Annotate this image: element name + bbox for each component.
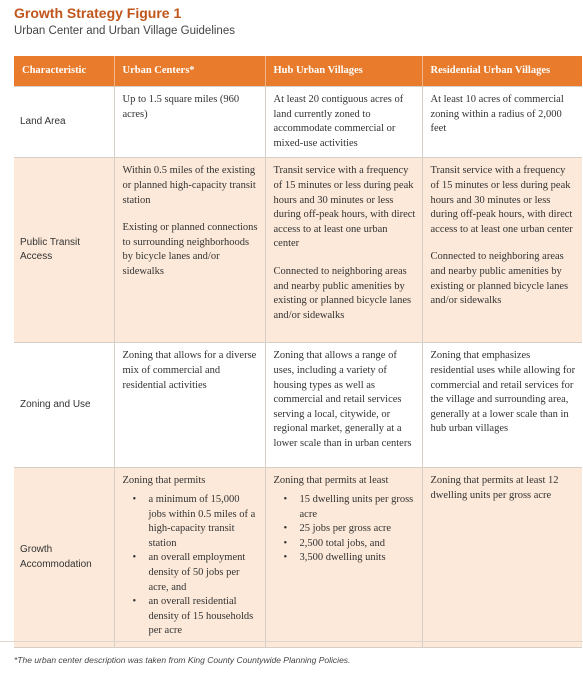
table-cell: Zoning that permits at least 12 dwelling units per gross acre [422,468,582,648]
table-cell: At least 20 contiguous acres of land currently zoned to accommodate commercial or mixed-use activities [265,87,422,158]
table-cell: Zoning that emphasizes residential uses while allowing for commercial and retail services for the village and surrounding area, generally at a lower scale than in hub urban villages [422,343,582,468]
list-item: • 2,500 total jobs, and [300,537,416,552]
list-item: • 15 dwelling units per gross acre [300,493,416,522]
table-cell [114,158,265,343]
cell-paragraph: Transit service with a frequency of 15 minutes or less during peak hours and 30 minutes or less during off-peak hours, with direct access to at least one urban center [430,165,573,235]
cell-paragraph: Connected to neighboring areas and nearby public amenities by existing or planned bicycle lanes and/or sidewalks [430,251,569,307]
list-item: • 25 jobs per gross acre [300,522,416,537]
table-cell [265,158,422,343]
footer-divider [0,641,583,642]
cell-intro: Zoning that permits [122,475,206,487]
header-residential-urban-villages: Residential Urban Villages [422,56,582,87]
table-cell: Up to 1.5 square miles (960 acres) [114,87,265,158]
bullet-list [274,493,416,566]
table-cell [265,468,422,648]
figure-title: Growth Strategy Figure 1 [14,5,182,21]
table-row [14,343,582,468]
guidelines-table [14,56,582,648]
list-item: • an overall employment density of 50 jobs per acre, and [149,551,259,595]
cell-paragraph: Within 0.5 miles of the existing or planned high-capacity transit station [122,165,256,206]
table-cell: At least 10 acres of commercial zoning within a radius of 2,000 feet [422,87,582,158]
cell-paragraph: Transit service with a frequency of 15 minutes or less during peak hours and 30 minutes or less during off-peak hours, with direct access to at least one urban center [273,165,416,250]
row-label: Growth Accommodation [14,468,114,648]
table-row [14,468,582,648]
row-label: Zoning and Use [14,343,114,468]
cell-paragraph: Existing or planned connections to surrounding neighborhoods by bicycle lanes and/or sidewalks [122,222,258,277]
footnote: *The urban center description was taken from King County Countywide Planning Policies. [14,655,351,665]
row-label: Land Area [14,87,114,158]
table-row [14,87,582,158]
cell-paragraph: Connected to neighboring areas and nearby public amenities by existing or planned bicycle lanes and/or sidewalks [273,265,412,321]
table-cell [422,158,582,343]
bullet-list [123,493,259,639]
header-characteristic: Characteristic [14,56,114,87]
list-item: • a minimum of 15,000 jobs within 0.5 miles of a high-capacity transit station [149,493,259,551]
header-hub-urban-villages: Hub Urban Villages [265,56,422,87]
table-cell: Zoning that allows a range of uses, including a variety of housing types as well as commercial and retail services serving a local, citywide, or regional market, generally at a lower scale than in urban centers [265,343,422,468]
table-cell [114,468,265,648]
figure-subtitle: Urban Center and Urban Village Guidelines [14,25,235,37]
list-item: • an overall residential density of 15 households per acre [149,595,259,639]
table-header-row [14,56,582,87]
row-label: Public Transit Access [14,158,114,343]
list-item: • 3,500 dwelling units [300,551,416,566]
table-cell: Zoning that allows for a diverse mix of commercial and residential activities [114,343,265,468]
header-urban-centers: Urban Centers* [114,56,265,87]
table-row [14,158,582,343]
cell-intro: Zoning that permits at least [273,475,389,487]
